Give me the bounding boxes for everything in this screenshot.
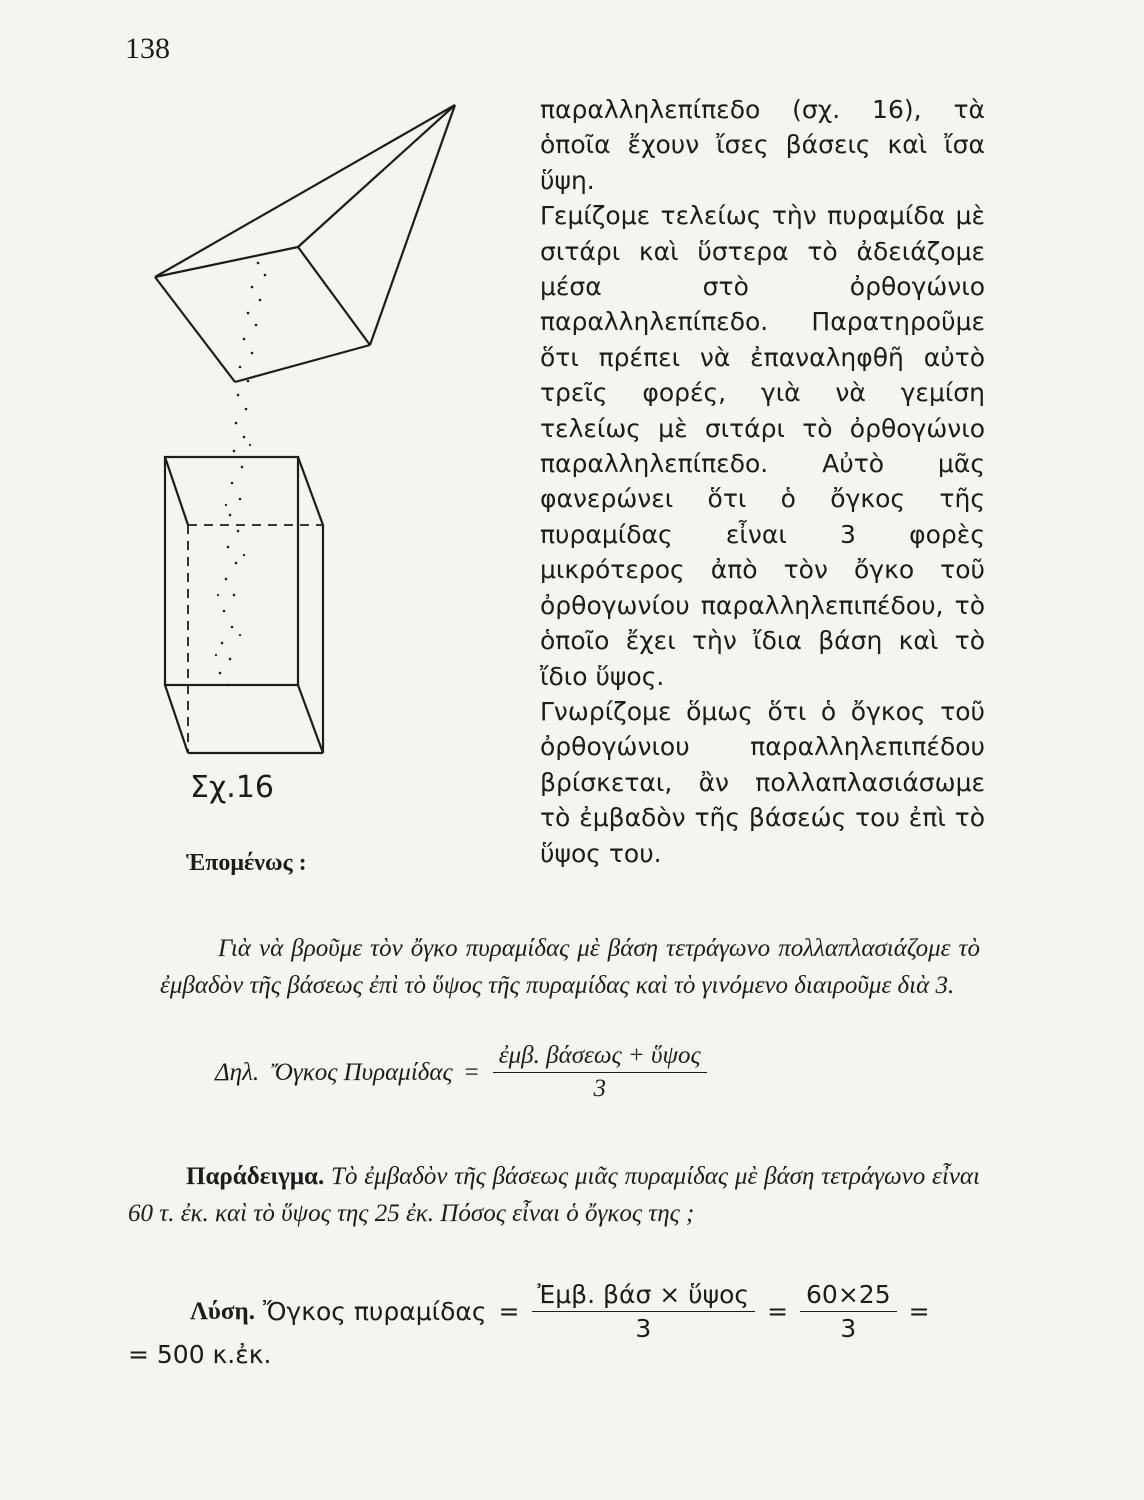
solution-fraction-2-denominator: 3 <box>840 1314 857 1343</box>
formula-prefix: Δηλ. <box>215 1058 260 1086</box>
solution-equals-3: = <box>908 1297 930 1326</box>
paragraph-3: Γνωρίζομε ὅμως ὅτι ὁ ὄγκος τοῦ ὀρθογώνιου παραλληλεπιπέδου βρίσκεται, ἂν πολλαπλασιάσωμε τὸ ἐμβαδὸν τῆς βάσεώς του ἐπὶ τὸ ὕψος του. <box>540 696 985 868</box>
example-lead: Παράδειγμα. <box>186 1163 325 1190</box>
formula-numerator: ἐμβ. βάσεως + ὕψος <box>493 1042 707 1073</box>
solution-fraction-1-denominator: 3 <box>635 1314 652 1343</box>
solution-lead: Λύση. <box>190 1297 255 1325</box>
example-text: Τὸ ἐμβαδὸν τῆς βάσεως μιᾶς πυραμίδας μὲ βάση τετράγωνο εἶναι 60 τ. ἐκ. καὶ τὸ ὕψος της 25 ἐκ. Πόσος εἶναι ὁ ὄγκος της ; <box>128 1163 980 1227</box>
solution-fraction-2-numerator: 60×25 <box>800 1280 897 1312</box>
solution-formula <box>190 1280 942 1343</box>
formula-denominator: 3 <box>593 1075 606 1102</box>
formula-lhs: Ὄγκος Πυραμίδας <box>271 1058 453 1086</box>
page-number: 138 <box>125 32 170 65</box>
solution-result: = 500 κ.ἐκ. <box>128 1340 272 1369</box>
paragraph-2: Γεμίζομε τελείως τὴν πυραμίδα μὲ σιτάρι καὶ ὕστερα τὸ ἀδειάζομε μέσα στὸ ὀρθογώνιο παραλληλεπίπεδο. Παρατηροῦμε ὅτι πρέπει νὰ ἐπαναληφθῆ αὐτὸ τρεῖς φορές, γιὰ νὰ γεμίση τελείως μὲ σιτάρι τὸ ὀρθογώνιο παραλληλεπίπεδο. Αὐτὸ μᾶς φανερώνει ὅτι ὁ ὄγκος τῆς πυραμίδας εἶναι 3 φορὲς μικρότερος ἀπὸ τὸν ὄγκο τοῦ ὀρθογωνίου παραλληλεπιπέδου, τὸ ὁποῖο ἔχει τὴν ἴδια βάση καὶ τὸ ἴδιο ὕψος. <box>540 201 985 691</box>
solution-equals-2: = <box>767 1297 789 1326</box>
solution-fraction-2 <box>800 1280 897 1343</box>
example-paragraph <box>128 1158 980 1232</box>
solution-fraction-1-numerator: Ἐμβ. βάσ × ὕψος <box>532 1280 756 1312</box>
solution-equals-1: = <box>498 1297 520 1326</box>
pyramid-drawing <box>155 105 455 382</box>
solution-fraction-1 <box>532 1280 756 1343</box>
volume-formula <box>215 1042 707 1103</box>
solution-lhs: Ὄγκος πυραμίδας <box>262 1297 487 1326</box>
formula-fraction <box>493 1042 707 1103</box>
grain-stream <box>215 262 266 687</box>
figure-caption: Σχ.16 <box>190 770 274 805</box>
prism-hidden-edges <box>188 525 323 753</box>
volume-rule-text: Γιὰ νὰ βροῦμε τὸν ὄγκο πυραμίδας μὲ βάση τετράγωνο πολλαπλασιάζομε τὸ ἐμβαδὸν τῆς βάσεως ἐπὶ τὸ ὕψος τῆς πυραμίδας καὶ τὸ γινόμενο διαιροῦμε διὰ 3. <box>160 935 980 999</box>
formula-equals: = <box>464 1058 479 1086</box>
paragraph-1: παραλληλεπίπεδο (σχ. 16), τὰ ὁποῖα ἔχουν ἴσες βάσεις καὶ ἴσα ὕψη. <box>540 95 985 195</box>
therefore-heading: Ἑπομένως : <box>186 850 307 876</box>
pyramid-prism-figure <box>140 95 470 785</box>
right-column-text <box>540 92 985 871</box>
